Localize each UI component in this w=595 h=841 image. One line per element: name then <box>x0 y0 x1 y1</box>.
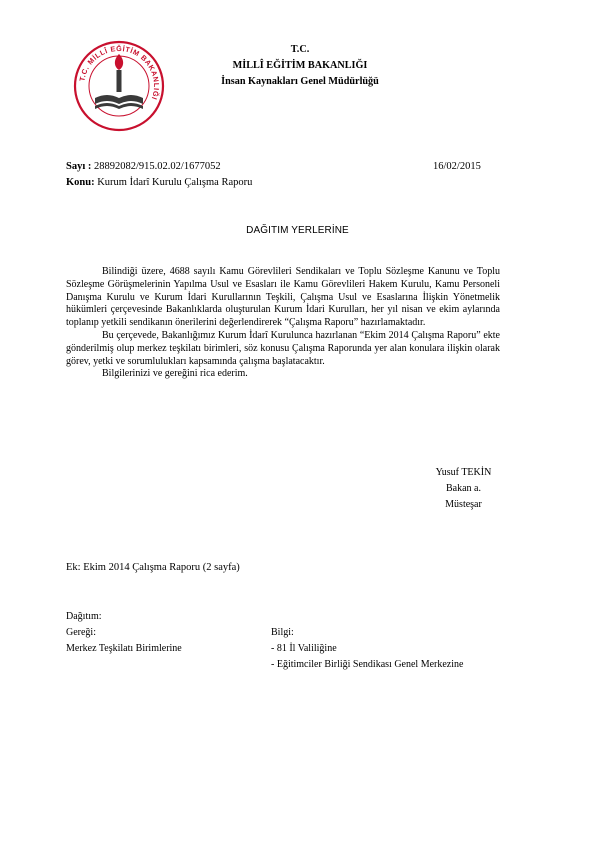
document-subject <box>66 177 252 188</box>
bilgi-item: - Eğitimciler Birliği Sendikası Genel Merkezine <box>271 659 464 670</box>
header-department: İnsan Kaynakları Genel Müdürlüğü <box>221 76 379 87</box>
header-line-tc: T.C. <box>290 44 310 55</box>
letter-body <box>66 266 500 381</box>
body-paragraph-2: Bu çerçevede, Bakanlığımız Kurum İdarî Kurulunca hazırlanan “Ekim 2014 Çalışma Raporu” ekte gönderilmiş olup merkez teşkilatı birimleri, söz konusu Çalışma Raporunda yer alan konulara ilişkin olarak görev, yetki ve sorumlulukları kapsamında çalışma başlatacaktır. <box>66 329 500 367</box>
gereg-label: Gereği: <box>66 627 96 638</box>
body-paragraph-1: Bilindiği üzere, 4688 sayılı Kamu Görevlileri Sendikaları ve Toplu Sözleşme Kanunu ve Toplu Sözleşme Görüşmelerinin Yapılma Usul ve Esasları ile Kamu Görevlileri Hakem Kurulu, Kamu Personeli Danışma Kurulu ve Kurum İdari Kurullarının Teşkili, Çalışma Usul ve Esaslarına İlişkin Yönetmelik hükümleri çerçevesinde Bakanlıklarda oluşturulan Kurum İdari Kurulları, her yıl nisan ve ekim aylarında toplanıp yetkili sendikanın önerilerini değerlendirerek “Çalışma Raporu” hazırlamaktadır. <box>66 266 500 329</box>
signatory-role-2: Müsteşar <box>445 499 482 510</box>
gereg-item: Merkez Teşkilatı Birimlerine <box>66 643 182 654</box>
distribution-title: Dağıtım: <box>66 611 102 622</box>
signatory-name: Yusuf TEKİN <box>435 467 492 478</box>
recipient-heading: DAĞITIM YERLERİNE <box>246 225 349 236</box>
logo-ring-text: T.C. MİLLÎ EĞİTİM BAKANLIĞI <box>77 43 162 102</box>
attachment-line: Ek: Ekim 2014 Çalışma Raporu (2 sayfa) <box>66 562 240 573</box>
bilgi-item: - 81 İl Valiliğine <box>271 643 337 654</box>
bilgi-label: Bilgi: <box>271 627 294 638</box>
konu-label: Konu: <box>66 177 95 188</box>
header-ministry-name: MİLLÎ EĞİTİM BAKANLIĞI <box>232 60 368 71</box>
body-paragraph-3: Bilgilerinizi ve gereğini rica ederim. <box>102 368 248 380</box>
document-date: 16/02/2015 <box>433 161 481 172</box>
konu-value: Kurum İdarî Kurulu Çalışma Raporu <box>97 177 253 188</box>
signatory-role-1: Bakan a. <box>446 483 481 494</box>
sayi-label: Sayı : <box>66 161 92 172</box>
sayi-value: 28892082/915.02.02/1677052 <box>94 161 221 172</box>
document-number <box>66 161 221 172</box>
